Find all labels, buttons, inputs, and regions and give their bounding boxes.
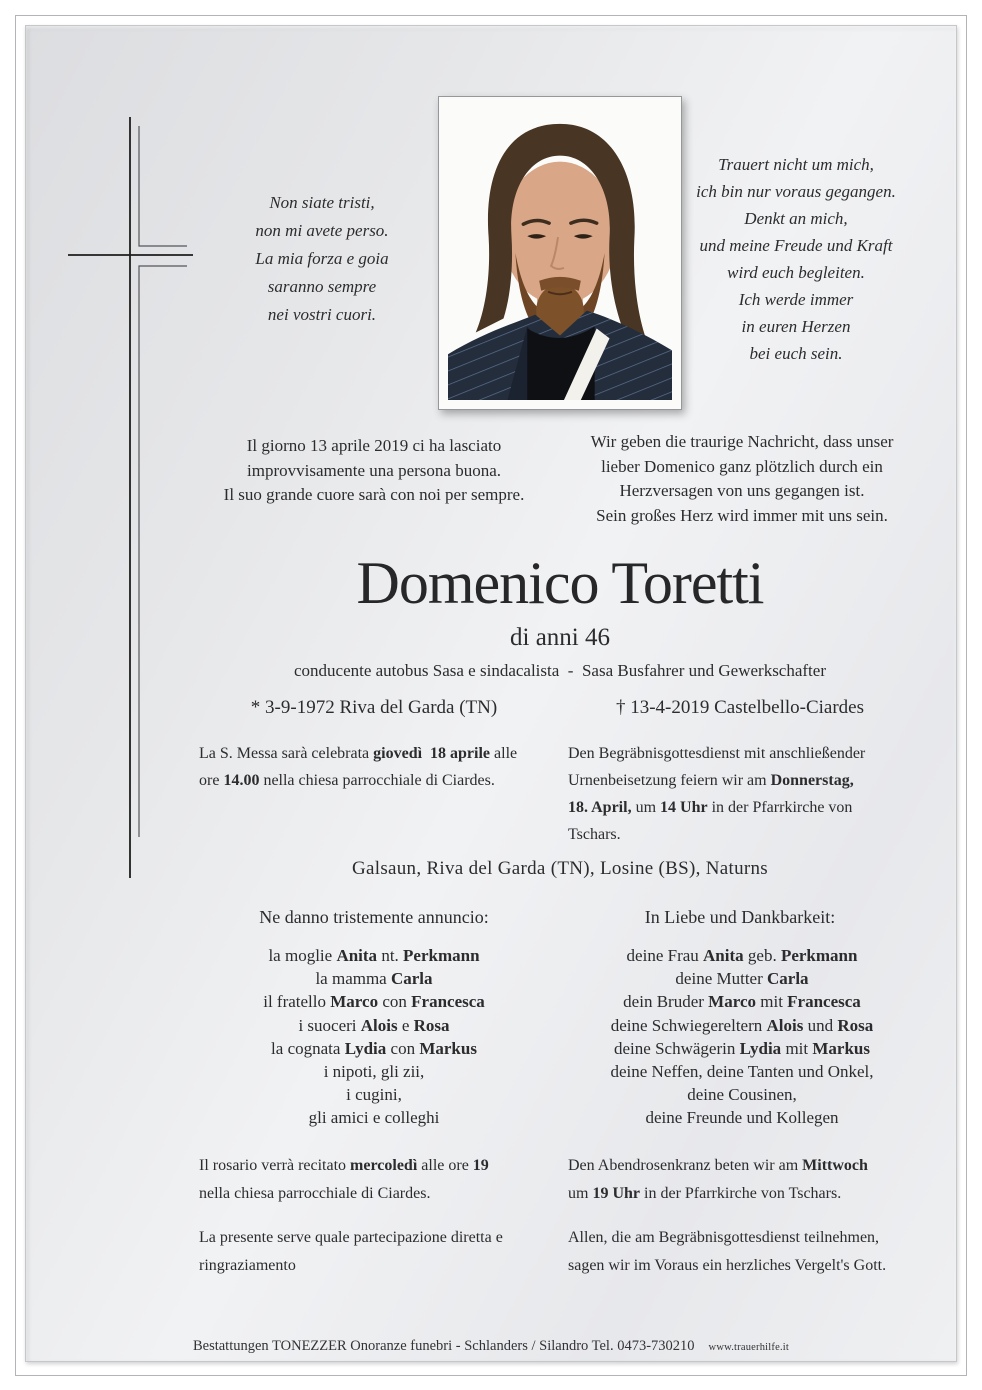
family-list-german-line: deine Mutter Carla xyxy=(675,969,809,989)
funeral-home-text: Bestattungen TONEZZER Onoranze funebri - Schlanders / Silandro Tel. 0473-730210 xyxy=(192,1338,695,1354)
family-list-german xyxy=(550,944,934,1130)
participation-note-italian-line: ringraziamento xyxy=(199,1256,296,1274)
death-notice-italian-line: Il giorno 13 aprile 2019 ci ha lasciato xyxy=(246,436,502,455)
funeral-info-german-line: 18. April, um 14 Uhr in der Pfarrkirche von xyxy=(568,799,853,816)
family-list-german-line: deine Frau Anita geb. Perkmann xyxy=(626,946,858,965)
family-header-italian: Ne danno tristemente annuncio: xyxy=(259,907,489,927)
family-list-german-line: deine Neffen, deine Tanten und Onkel, xyxy=(610,1062,874,1082)
poem-german-line: ich bin nur voraus gegangen. xyxy=(696,182,896,201)
rosary-info-german xyxy=(568,1152,920,1207)
poem-german-line: wird euch begleiten. xyxy=(727,263,865,282)
death-notice-italian-line: improvvisamente una persona buona. xyxy=(247,460,501,480)
family-list-italian-line: i suoceri Alois e Rosa xyxy=(298,1015,450,1035)
poem-german-line: Trauert nicht um mich, xyxy=(718,155,874,174)
family-list-german-line: deine Freunde und Kollegen xyxy=(645,1108,839,1128)
family-list-italian-line: la cognata Lydia con Markus xyxy=(271,1038,477,1058)
family-list-german-line: deine Cousinen, xyxy=(687,1085,797,1105)
family-list-german-line: deine Schwägerin Lydia mit Markus xyxy=(614,1038,870,1058)
death-notice-german-line: lieber Domenico ganz plötzlich durch ein xyxy=(601,456,883,476)
family-list-italian-line: i nipoti, gli zii, xyxy=(323,1062,425,1082)
portrait-photo xyxy=(438,96,682,410)
death-notice-italian xyxy=(196,434,552,508)
rosary-info-italian xyxy=(199,1152,551,1207)
family-header-german: In Liebe und Dankbarkeit: xyxy=(644,907,836,927)
birth-date: * 3-9-1972 Riva del Garda (TN) xyxy=(250,697,498,718)
death-notice-italian-line: Il suo grande cuore sarà con noi per sempre. xyxy=(223,485,525,504)
mass-info-italian-line: La S. Messa sarà celebrata giovedì 18 aprile alle xyxy=(199,745,518,762)
family-list-italian-line: il fratello Marco con Francesca xyxy=(263,992,485,1012)
portrait-illustration xyxy=(448,106,672,400)
rosary-info-german-line: Den Abendrosenkranz beten wir am Mittwoch xyxy=(568,1157,868,1174)
poem-german-line: in euren Herzen xyxy=(741,317,851,336)
poem-italian-line: La mia forza e goia xyxy=(255,249,389,268)
poem-german-line: Denkt an mich, xyxy=(744,209,848,228)
poem-italian-line: Non siate tristi, xyxy=(269,193,375,212)
rosary-info-italian-line: Il rosario verrà recitato mercoledì alle ore 19 xyxy=(199,1157,489,1174)
family-list-italian-line: la moglie Anita nt. Perkmann xyxy=(268,946,480,965)
death-notice-german-line: Sein großes Herz wird immer mit uns sein. xyxy=(596,505,888,525)
funeral-info-german-line: Tschars. xyxy=(568,826,621,843)
poem-italian-line: saranno sempre xyxy=(267,277,377,296)
rosary-info-german-line: um 19 Uhr in der Pfarrkirche von Tschars. xyxy=(568,1184,842,1202)
poem-italian xyxy=(222,189,422,329)
mass-info-italian-line: ore 14.00 nella chiesa parrocchiale di Ciardes. xyxy=(199,772,495,789)
family-list-italian-line: gli amici e colleghi xyxy=(308,1108,440,1128)
death-date: † 13-4-2019 Castelbello-Ciardes xyxy=(615,697,864,718)
poem-italian-line: nei vostri cuori. xyxy=(267,305,377,324)
participation-note-italian xyxy=(199,1224,551,1279)
mass-info-italian xyxy=(199,740,551,794)
family-list-german-line: dein Bruder Marco mit Francesca xyxy=(623,992,861,1012)
poem-german xyxy=(680,151,912,367)
family-list-italian-line: la mamma Carla xyxy=(315,969,433,989)
death-notice-german xyxy=(564,430,920,528)
cross-icon xyxy=(60,108,200,888)
family-list-italian-line: i cugini, xyxy=(346,1085,402,1105)
deceased-age: di anni 46 xyxy=(510,624,610,651)
poem-german-line: Ich werde immer xyxy=(738,290,854,309)
funeral-home-url: www.trauerhilfe.it xyxy=(708,1342,790,1353)
thanks-note-german xyxy=(568,1224,924,1279)
family-list-italian xyxy=(176,944,572,1130)
participation-note-italian-line: La presente serve quale partecipazione diretta e xyxy=(199,1229,503,1246)
funeral-info-german-line: Den Begräbnisgottesdienst mit anschließender xyxy=(568,745,866,762)
funeral-home-footer xyxy=(25,1338,957,1355)
family-list-german-line: deine Schwiegereltern Alois und Rosa xyxy=(610,1015,874,1035)
deceased-profession: conducente autobus Sasa e sindacalista - Sasa Busfahrer und Gewerkschafter xyxy=(293,661,826,680)
poem-german-line: und meine Freude und Kraft xyxy=(699,236,893,255)
death-notice-german-line: Wir geben die traurige Nachricht, dass unser xyxy=(590,432,894,451)
places-line: Galsaun, Riva del Garda (TN), Losine (BS), Naturns xyxy=(351,858,768,879)
rosary-info-italian-line: nella chiesa parrocchiale di Ciardes. xyxy=(199,1184,431,1202)
thanks-note-german-line: Allen, die am Begräbnisgottesdienst teilnehmen, xyxy=(568,1229,880,1246)
poem-italian-line: non mi avete perso. xyxy=(255,221,389,240)
funeral-info-german-line: Urnenbeisetzung feiern wir am Donnerstag, xyxy=(568,772,854,789)
deceased-name: Domenico Toretti xyxy=(356,550,764,616)
thanks-note-german-line: sagen wir im Voraus ein herzliches Vergelt's Gott. xyxy=(568,1256,887,1274)
death-notice-german-line: Herzversagen von uns gegangen ist. xyxy=(619,481,865,500)
funeral-info-german xyxy=(568,740,918,848)
poem-german-line: bei euch sein. xyxy=(749,344,843,363)
